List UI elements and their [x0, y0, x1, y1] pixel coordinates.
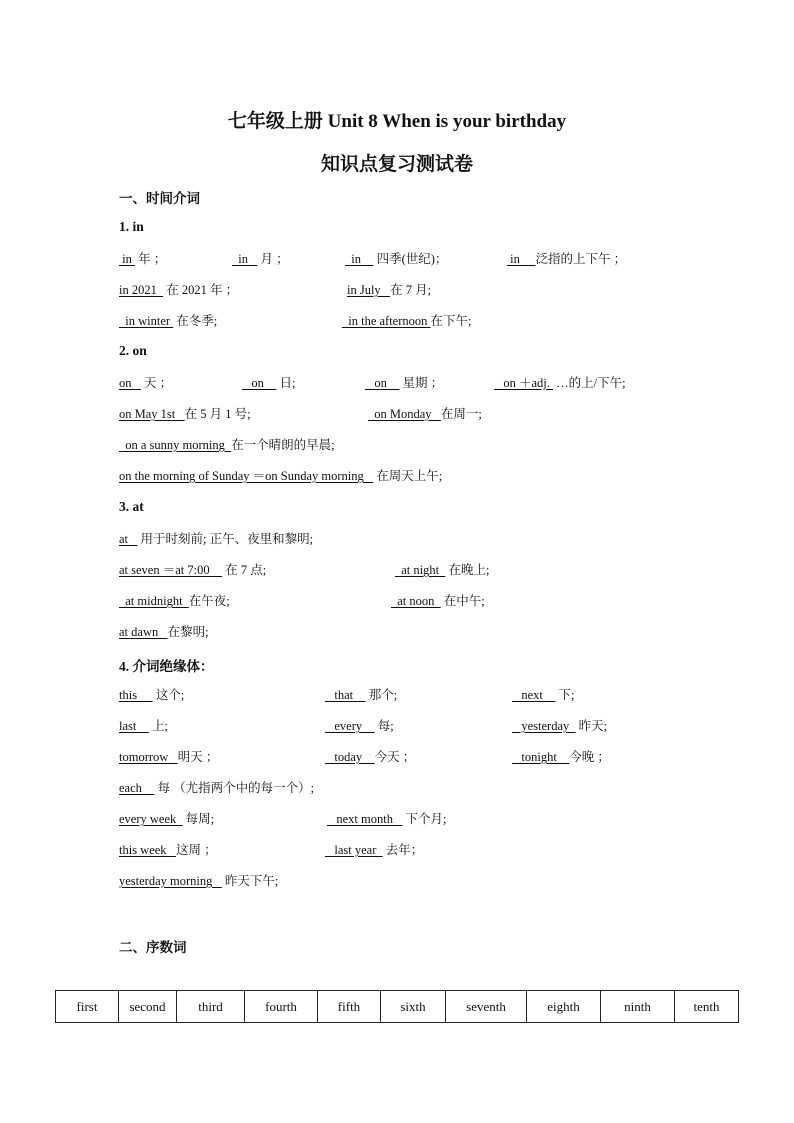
- rule-item: [512, 747, 610, 765]
- rule-item: [119, 591, 230, 609]
- answer-blank: on May 1st: [119, 407, 185, 421]
- rule-item: [347, 280, 431, 298]
- rule-row: [0, 311, 794, 331]
- rule-item: [119, 466, 442, 484]
- answer-blank: in winter: [119, 314, 174, 328]
- rule-item: [119, 311, 217, 329]
- answer-blank: on ＋adj.: [494, 376, 554, 390]
- rule-item: [395, 560, 489, 578]
- rule-row: [0, 373, 794, 393]
- meaning: 在一个晴朗的早晨;: [231, 438, 335, 452]
- answer-blank: in: [345, 252, 374, 266]
- subsection-heading: 1. in: [119, 219, 144, 234]
- rule-row: [0, 560, 794, 580]
- meaning: 在周天上午;: [373, 469, 443, 483]
- rule-item: [512, 716, 607, 734]
- rule-item: [365, 373, 443, 391]
- rule-item: [232, 249, 289, 267]
- meaning: 在黎明;: [167, 625, 209, 639]
- answer-blank: every: [325, 719, 375, 733]
- rule-item: [119, 778, 314, 796]
- rule-item: [119, 716, 168, 734]
- meaning: 每周;: [182, 812, 215, 826]
- meaning: 月 ；: [257, 252, 289, 266]
- answer-blank: tomorrow: [119, 750, 178, 764]
- rule-row: [0, 747, 794, 767]
- meaning: 在 2021 年 ；: [163, 283, 239, 297]
- answer-blank: last year: [325, 843, 383, 857]
- rule-item: [512, 685, 575, 703]
- answer-blank: in the afternoon: [342, 314, 431, 328]
- section-heading: 一、时间介词: [119, 191, 200, 206]
- rule-row: [0, 435, 794, 455]
- rule-item: [119, 809, 214, 827]
- table-cell: second: [119, 991, 177, 1023]
- table-cell: first: [56, 991, 119, 1023]
- meaning: 日;: [276, 376, 296, 390]
- meaning: 上;: [148, 719, 168, 733]
- answer-blank: at seven ＝at 7:00: [119, 563, 223, 577]
- page-title: 七年级上册 Unit 8 When is your birthday: [227, 111, 567, 132]
- rule-row: [0, 840, 794, 860]
- rule-item: [119, 871, 278, 889]
- rule-item: [345, 249, 447, 267]
- answer-blank: on: [365, 376, 400, 390]
- page-subtitle: 知识点复习测试卷: [320, 154, 473, 175]
- subsection-heading: 4. 介词绝缘体：: [119, 659, 214, 674]
- table-cell: fifth: [318, 991, 381, 1023]
- rule-row: [0, 871, 794, 891]
- rule-item: [242, 373, 295, 391]
- answer-blank: yesterday morning: [119, 874, 222, 888]
- rule-row: [0, 809, 794, 829]
- meaning: 每 （尤指两个中的每一个）;: [154, 781, 315, 795]
- answer-blank: on the morning of Sunday ＝on Sunday morning: [119, 469, 374, 483]
- meaning: 用于时刻前; 正午、夜里和黎明;: [137, 532, 314, 546]
- rule-row: [0, 716, 794, 736]
- ordinal-table: [55, 990, 739, 1023]
- meaning: 下;: [555, 688, 575, 702]
- rule-row: [0, 778, 794, 798]
- rule-row: [0, 591, 794, 611]
- table-cell: ninth: [601, 991, 675, 1023]
- answer-blank: at midnight: [119, 594, 189, 608]
- rule-item: [325, 840, 423, 858]
- subsection-heading: 3. at: [119, 499, 144, 514]
- rule-item: [119, 280, 238, 298]
- answer-blank: on a sunny morning: [119, 438, 232, 452]
- table-cell: seventh: [446, 991, 527, 1023]
- table-cell: tenth: [675, 991, 739, 1023]
- rule-row: [0, 529, 794, 549]
- rule-item: [325, 716, 394, 734]
- answer-blank: tonight: [512, 750, 570, 764]
- meaning: …的上/下午;: [553, 376, 626, 390]
- answer-blank: today: [325, 750, 375, 764]
- meaning: 在周一;: [440, 407, 482, 421]
- rule-item: [507, 249, 626, 267]
- rule-item: [119, 373, 172, 391]
- rule-item: [342, 311, 472, 329]
- answer-blank: at dawn: [119, 625, 168, 639]
- rule-item: [119, 840, 217, 858]
- rule-item: [119, 622, 209, 640]
- rule-item: [494, 373, 626, 391]
- section-heading: 二、序数词: [119, 940, 187, 955]
- rule-item: [119, 404, 251, 422]
- meaning: 星期 ；: [399, 376, 444, 390]
- rule-item: [119, 529, 313, 547]
- answer-blank: in July: [347, 283, 391, 297]
- rule-item: [327, 809, 446, 827]
- meaning: 在 5 月 1 号;: [184, 407, 251, 421]
- answer-blank: last: [119, 719, 149, 733]
- meaning: 在 7 月;: [390, 283, 432, 297]
- answer-blank: every week: [119, 812, 183, 826]
- meaning: 每;: [374, 719, 394, 733]
- meaning: 那个;: [365, 688, 398, 702]
- meaning: 四季(世纪)；: [373, 252, 448, 266]
- rule-row: [0, 685, 794, 705]
- meaning: 在 7 点;: [222, 563, 267, 577]
- answer-blank: yesterday: [512, 719, 576, 733]
- answer-blank: in: [507, 252, 536, 266]
- meaning: 今天 ；: [374, 750, 416, 764]
- answer-blank: on: [242, 376, 277, 390]
- meaning: 这周 ；: [175, 843, 217, 857]
- answer-blank: that: [325, 688, 366, 702]
- meaning: 在午夜;: [188, 594, 230, 608]
- meaning: 年 ；: [134, 252, 167, 266]
- table-cell: sixth: [381, 991, 446, 1023]
- rule-item: [119, 685, 184, 703]
- table-row: [56, 991, 739, 1023]
- table-cell: third: [177, 991, 245, 1023]
- answer-blank: this week: [119, 843, 176, 857]
- answer-blank: at night: [395, 563, 446, 577]
- rule-item: [368, 404, 482, 422]
- table-cell: eighth: [527, 991, 601, 1023]
- answer-blank: on: [119, 376, 141, 390]
- rule-row: [0, 404, 794, 424]
- rule-item: [119, 249, 166, 267]
- answer-blank: in: [232, 252, 258, 266]
- answer-blank: in 2021: [119, 283, 164, 297]
- meaning: 下个月;: [402, 812, 447, 826]
- rule-item: [325, 747, 415, 765]
- meaning: 明天 ；: [177, 750, 219, 764]
- rule-item: [119, 560, 266, 578]
- rule-item: [325, 685, 397, 703]
- subsection-heading: 2. on: [119, 343, 147, 358]
- rule-row: [0, 466, 794, 486]
- meaning: 在冬季;: [173, 314, 218, 328]
- answer-blank: at noon: [391, 594, 441, 608]
- rule-item: [119, 747, 218, 765]
- answer-blank: at: [119, 532, 138, 546]
- answer-blank: next month: [327, 812, 403, 826]
- answer-blank: on Monday: [368, 407, 441, 421]
- meaning: 在下午;: [430, 314, 472, 328]
- answer-blank: next: [512, 688, 556, 702]
- meaning: 今晚 ；: [569, 750, 610, 764]
- rule-row: [0, 622, 794, 642]
- answer-blank: this: [119, 688, 153, 702]
- meaning: 去年；: [382, 843, 424, 857]
- meaning: 在晚上;: [445, 563, 490, 577]
- meaning: 泛指的上下午 ；: [535, 252, 627, 266]
- meaning: 在中午;: [440, 594, 485, 608]
- rule-row: [0, 249, 794, 269]
- rule-item: [119, 435, 335, 453]
- rule-row: [0, 280, 794, 300]
- answer-blank: each: [119, 781, 155, 795]
- meaning: 昨天下午;: [221, 874, 279, 888]
- meaning: 昨天;: [575, 719, 608, 733]
- answer-blank: in: [119, 252, 135, 266]
- meaning: 这个;: [152, 688, 185, 702]
- table-cell: fourth: [245, 991, 318, 1023]
- rule-item: [391, 591, 485, 609]
- meaning: 天 ；: [140, 376, 173, 390]
